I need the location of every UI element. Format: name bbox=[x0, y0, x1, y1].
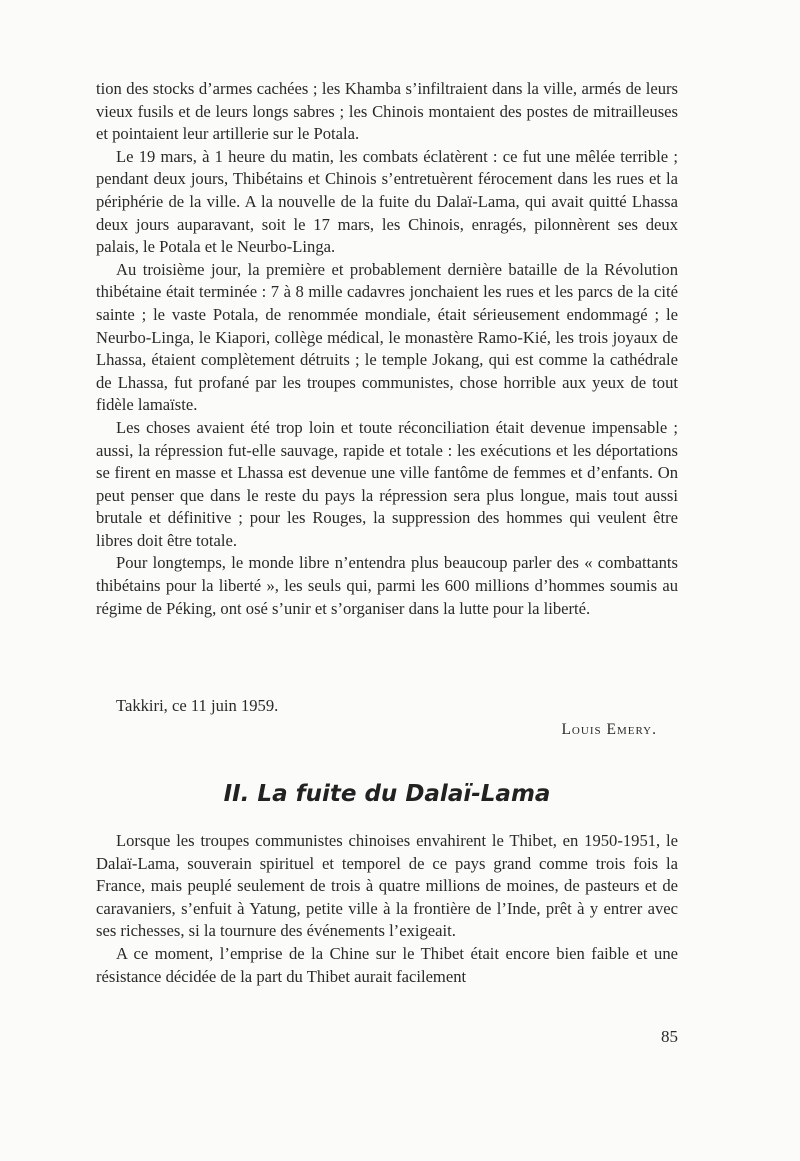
paragraph: Lorsque les troupes communistes chinoises envahirent le Thibet, en 1950-1951, le Dalaï-Lama, souverain spirituel et temporel de ce pays grand comme trois fois la France, mais peuplé seulement de trois à quatre millions de moines, de pasteurs et de caravaniers, s’enfuit à Yatung, petite ville à la frontière de l’Inde, prêt à y entrer avec ses richesses, si la tournure des événements l’exigeait. bbox=[96, 831, 678, 941]
article-body-top bbox=[96, 78, 678, 620]
paragraph: Pour longtemps, le monde libre n’entendra plus beaucoup parler des « combattants thibétains pour la liberté », les seuls qui, parmi les 600 millions d’hommes soumis au régime de Péking, ont osé s’unir et s’organiser dans la lutte pour la liberté. bbox=[96, 553, 678, 618]
page-number: 85 bbox=[661, 1027, 678, 1046]
paragraph: tion des stocks d’armes cachées ; les Khamba s’infiltraient dans la ville, armés de leurs vieux fusils et de leurs longs sabres ; les Chinois montaient des postes de mitrailleuses et pointaient leur artillerie sur le Potala. bbox=[96, 79, 678, 144]
dateline: Takkiri, ce 11 juin 1959. bbox=[116, 696, 279, 715]
paragraph: Les choses avaient été trop loin et toute réconciliation était devenue impensable ; aussi, la répression fut-elle sauvage, rapide et totale : les exécutions et les déportations se firent en masse et Lhassa est devenue une ville fantôme de femmes et d’enfants. On peut penser que dans le reste du pays la répression sera plus longue, mais tout aussi brutale et définitive ; pour les Rouges, la suppression des hommes qui veulent être libres doit être totale. bbox=[96, 417, 678, 550]
paragraph: A ce moment, l’emprise de la Chine sur le Thibet était encore bien faible et une résistance décidée de la part du Thibet aurait facilement bbox=[96, 943, 678, 986]
author-signature: Louis Emery. bbox=[561, 721, 657, 738]
paragraph: Au troisième jour, la première et probablement dernière bataille de la Révolution thibétaine était terminée : 7 à 8 mille cadavres jonchaient les rues et les parcs de la cité sainte ; le vaste Potala, de renommée mondiale, était sérieusement endommagé ; le Neurbo-Linga, le Kiapori, collège médical, le monastère Ramo-Kié, les trois joyaux de Lhassa, étaient complètement détruits ; le temple Jokang, qui est comme la cathédrale de Lhassa, fut profané par les troupes communistes, chose horrible aux yeux de tout fidèle lamaïste. bbox=[96, 259, 678, 415]
section-title: II. La fuite du Dalaï-Lama bbox=[223, 781, 551, 807]
paragraph: Le 19 mars, à 1 heure du matin, les combats éclatèrent : ce fut une mêlée terrible ; pendant deux jours, Thibétains et Chinois s’entretuèrent férocement dans les rues et la périphérie de la ville. A la nouvelle de la fuite du Dalaï-Lama, qui avait quitté Lhassa deux jours auparavant, soit le 17 mars, les Chinois, enragés, pilonnèrent ses deux palais, le Potala et le Neurbo-Linga. bbox=[96, 146, 678, 257]
article-body-bottom bbox=[96, 830, 678, 988]
